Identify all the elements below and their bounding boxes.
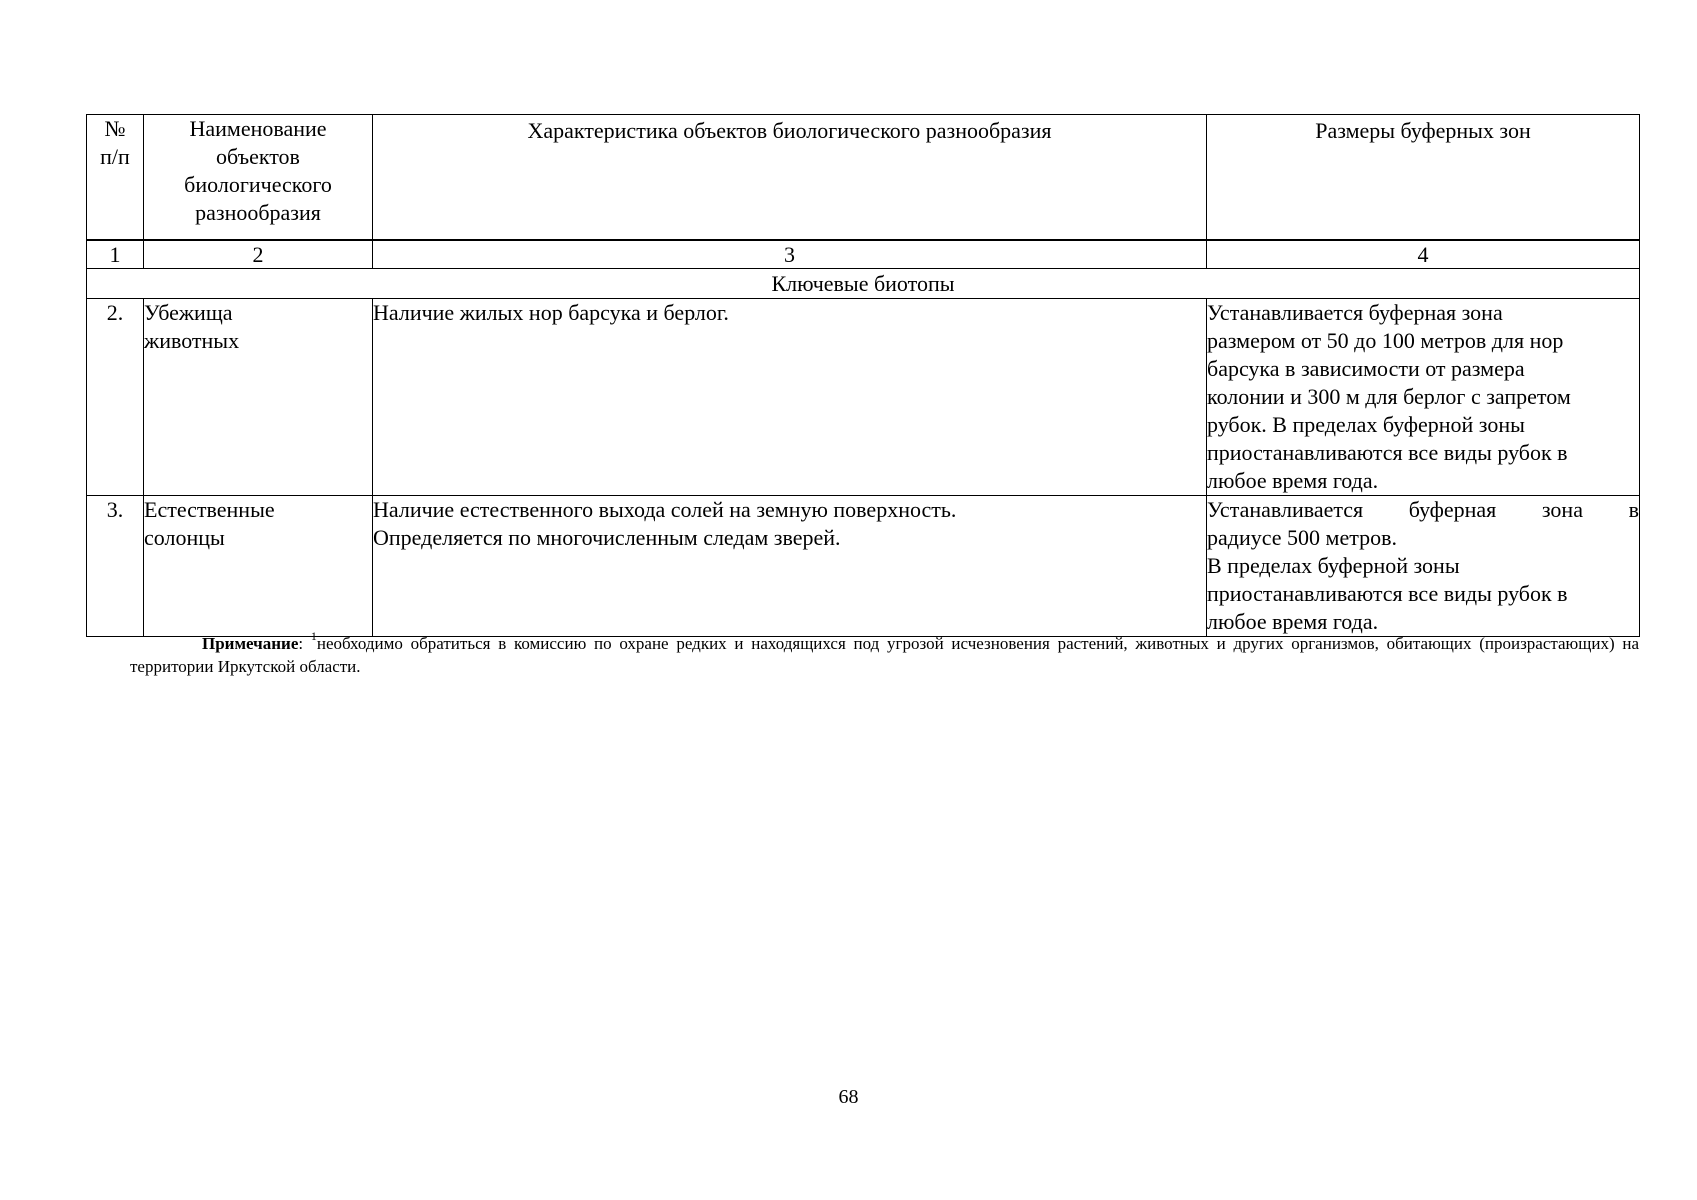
buffer-line: радиусе 500 метров.: [1207, 525, 1397, 550]
buffer-line: рубок. В пределах буферной зоны: [1207, 412, 1525, 437]
header-name-line: разнообразия: [195, 200, 321, 225]
row-buffer-zone: [1207, 496, 1640, 637]
column-number: 1: [87, 240, 144, 269]
section-row: [87, 269, 1640, 299]
column-number: 3: [373, 240, 1207, 269]
buffer-line: Устанавливается буферная зона: [1207, 300, 1503, 325]
header-characteristics: Характеристика объектов биологического разнообразия: [373, 115, 1207, 241]
name-line: Убежища: [144, 300, 233, 325]
buffer-line: Устанавливается буферная зона в: [1207, 497, 1639, 522]
header-object-name: [144, 115, 373, 241]
row-number: 2.: [87, 299, 144, 496]
buffer-line: любое время года.: [1207, 468, 1379, 493]
header-name-line: объектов: [216, 144, 300, 169]
description-line: Определяется по многочисленным следам зверей.: [373, 525, 841, 550]
header-name-line: Наименование: [189, 116, 327, 141]
column-number-row: [87, 240, 1640, 269]
table-row: [87, 299, 1640, 496]
name-line: животных: [144, 328, 240, 353]
header-number: [87, 115, 144, 241]
name-line: солонцы: [144, 525, 225, 550]
header-buffer-zones: Размеры буферных зон: [1207, 115, 1640, 241]
section-title: Ключевые биотопы: [87, 269, 1640, 299]
page-number: 68: [838, 1086, 859, 1108]
buffer-line: колонии и 300 м для берлог с запретом: [1207, 384, 1571, 409]
footnote-paragraph: [130, 629, 1639, 678]
buffer-line: барсука в зависимости от размера: [1207, 356, 1525, 381]
header-number-line: п/п: [100, 144, 130, 169]
biodiversity-table: [86, 114, 1640, 637]
buffer-line: любое время года.: [1207, 609, 1379, 634]
row-number: 3.: [87, 496, 144, 637]
column-number: 2: [144, 240, 373, 269]
row-object-name: [144, 496, 373, 637]
column-number: 4: [1207, 240, 1640, 269]
table-header-row: [87, 115, 1640, 241]
footnote-label: Примечание: [202, 634, 299, 653]
description-line: Наличие естественного выхода солей на земную поверхность.: [373, 497, 957, 522]
table-row: [87, 496, 1640, 637]
header-name-line: биологического: [184, 172, 332, 197]
footnote-separator: :: [298, 634, 311, 653]
row-description: [373, 299, 1207, 496]
description-line: Наличие жилых нор барсука и берлог.: [373, 300, 729, 325]
footnote-text: необходимо обратиться в комиссию по охране редких и находящихся под угрозой исчезновения растений, животных и других организмов, обитающих (произрастающих) на территории Иркутской области.: [130, 634, 1639, 676]
row-buffer-zone: [1207, 299, 1640, 496]
buffer-line: В пределах буферной зоны: [1207, 553, 1460, 578]
row-object-name: [144, 299, 373, 496]
footnote-marker: 1: [310, 629, 317, 643]
row-description: [373, 496, 1207, 637]
buffer-line: размером от 50 до 100 метров для нор: [1207, 328, 1564, 353]
buffer-line: приостанавливаются все виды рубок в: [1207, 581, 1568, 606]
footnote: [130, 629, 1639, 678]
name-line: Естественные: [144, 497, 275, 522]
buffer-line: приостанавливаются все виды рубок в: [1207, 440, 1568, 465]
header-number-line: №: [104, 116, 126, 141]
